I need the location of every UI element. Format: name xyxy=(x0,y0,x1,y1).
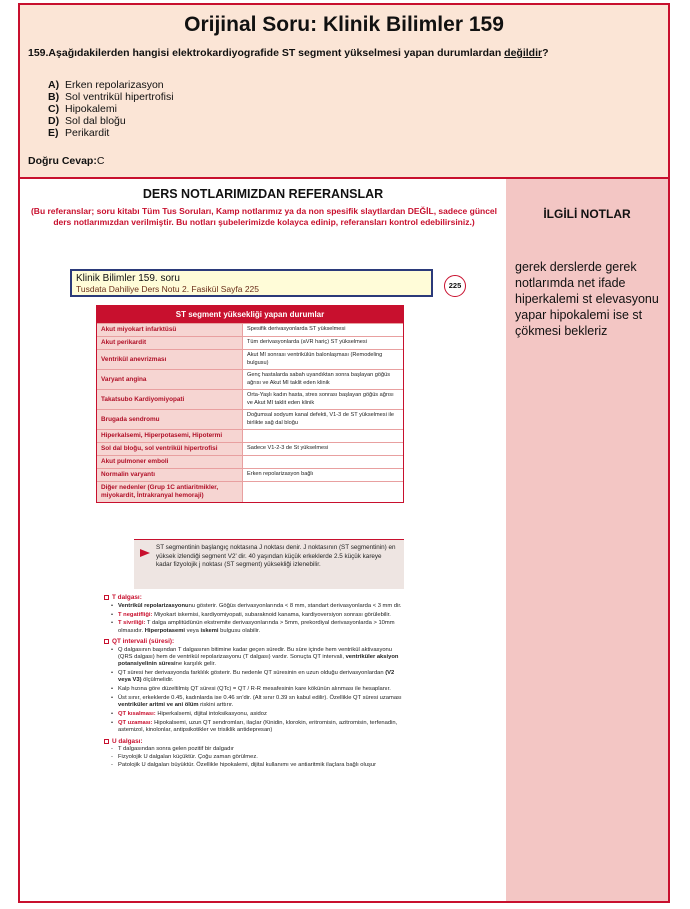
red-term: QT kısalması: xyxy=(118,711,156,718)
table-cell-condition: Sol dal bloğu, sol ventrikül hipertrofisi xyxy=(97,443,243,455)
option-text: Sol dal bloğu xyxy=(65,115,126,127)
table-cell-condition: Takatsubo Kardiyomiyopati xyxy=(97,390,243,409)
table-cell-description: Tüm derivasyonlarda (aVR hariç) ST yükselmesi xyxy=(247,339,367,346)
source-box xyxy=(70,269,433,297)
table-row xyxy=(97,349,403,369)
option-letter: B) xyxy=(48,91,60,103)
item-text: nu gösterir. Göğüs derivasyonlarında < 8 mm, standart derivasyonlarda < 3 mm dir. xyxy=(188,602,402,609)
table-cell-description: Akut MI sonrası ventrikülün balonlaşması (Remodeling bulgusu) xyxy=(247,352,383,366)
table-cell-description: Erken repolarizasyon bağlı xyxy=(247,471,314,478)
page-frame xyxy=(18,3,670,903)
question-stem-prefix: 159.Aşağıdakilerden hangisi elektrokardiyografide ST segment yükselmesi yapan durumlardan xyxy=(28,47,505,59)
option-text: Perikardit xyxy=(65,127,110,139)
table-cell-condition: Akut pulmoner emboli xyxy=(97,456,243,468)
table-cell-description: Doğumsal sodyum kanal defekti, V1-3 de ST yükselmesi ile birlikte sağ dal bloğu xyxy=(247,412,394,426)
checkbox-icon xyxy=(104,595,109,600)
table-row xyxy=(97,429,403,442)
list-item xyxy=(104,670,404,685)
table-cell-condition: Varyant angina xyxy=(97,370,243,389)
correct-answer xyxy=(28,155,104,167)
t-wave-section xyxy=(104,594,404,635)
option-text: Sol ventrikül hipertrofisi xyxy=(65,91,174,103)
st-elevation-table xyxy=(96,305,404,503)
question-stem-suffix: ? xyxy=(542,47,549,59)
table-cell-condition: Brugada sendromu xyxy=(97,410,243,429)
option-letter: C) xyxy=(48,103,60,115)
option-c xyxy=(48,103,174,115)
option-letter: D) xyxy=(48,115,60,127)
list-item xyxy=(104,620,404,635)
bold-term: ventriküler aksiyon potansiyelinin süresi xyxy=(118,654,399,668)
list-item: - Fizyolojik U dalgaları küçüktür. Çoğu zaman görülmez. xyxy=(104,754,404,761)
list-item xyxy=(104,603,404,610)
reference-title: DERS NOTLARIMIZDAN REFERANSLAR xyxy=(142,187,384,201)
u-wave-header xyxy=(104,738,404,745)
table-cell-description: Genç hastalarda sabah uyandıktan sonra başlayan göğüs ağrısı ve Akut MI taklit eden klinik xyxy=(247,372,391,386)
item-text: bulgusu olabilir. xyxy=(218,627,261,634)
qt-interval-section xyxy=(104,638,404,735)
bold-term: Ventrikül repolarizasyonu xyxy=(118,602,189,609)
item-text: ne karşılık gelir. xyxy=(175,661,216,668)
bold-term: ventriküler aritmi ve ani ölüm xyxy=(118,702,199,709)
item-text: veya xyxy=(185,627,201,634)
option-d xyxy=(48,115,174,127)
u-wave-section xyxy=(104,738,404,770)
question-stem xyxy=(28,47,549,59)
question-stem-keyword: değildir xyxy=(504,47,543,59)
item-text: Kalp hızına göre düzeltilmiş QT süresi (QTc) = QT / R-R mesafesinin kare kökünün alınması ile hesaplanır. xyxy=(118,686,391,693)
red-term: T negatifliği: xyxy=(118,611,153,618)
list-item xyxy=(104,695,404,710)
bold-term: iskemi xyxy=(200,627,219,634)
list-item xyxy=(104,686,404,693)
table-row xyxy=(97,369,403,389)
correct-answer-value: C xyxy=(96,155,105,167)
page-number-badge: 225 xyxy=(444,275,466,297)
table-row xyxy=(97,409,403,429)
table-row xyxy=(97,468,403,481)
j-point-info-box xyxy=(134,539,404,589)
notes-title: İLGİLİ NOTLAR xyxy=(543,207,631,221)
table-row xyxy=(97,442,403,455)
item-text: QT süresi her derivasyonda farklılık gösterir. Bu nedenle QT süresinin en uzun olduğu derivasyonlardan xyxy=(118,670,386,677)
bold-term: (V2 veya V3) xyxy=(118,670,395,684)
info-box-text: ST segmentinin başlangıç noktasına J noktası denir. J noktasının (ST segmentinin) en yüksek izlendiği segment V2' dir. 40 yaşından küçük erkeklerde 2.5 küçük kareye kadar fizyolojik j noktası (ST segment) yüksekliği izlenebilir. xyxy=(156,544,396,568)
source-subtitle: Tusdata Dahiliye Ders Notu 2. Fasikül Sayfa 225 xyxy=(76,284,259,294)
table-row xyxy=(97,481,403,502)
table-cell-description xyxy=(243,456,403,468)
list-item xyxy=(104,720,404,735)
table-cell-description xyxy=(243,482,403,502)
list-item xyxy=(104,647,404,669)
options-list xyxy=(48,79,174,139)
table-cell-description xyxy=(243,430,403,442)
checkbox-icon xyxy=(104,639,109,644)
table-cell-description: Sadece V1-2-3 de St yükselmesi xyxy=(247,445,329,452)
correct-answer-label: Doğru Cevap: xyxy=(28,155,97,167)
qt-interval-title: QT intervali (süresi): xyxy=(112,637,175,645)
related-notes-panel xyxy=(506,179,668,901)
table-row xyxy=(97,336,403,349)
list-item xyxy=(104,711,404,718)
option-text: Hipokalemi xyxy=(65,103,117,115)
item-text: ölçülmelidir. xyxy=(141,677,174,684)
qt-interval-header xyxy=(104,638,404,645)
table-row xyxy=(97,455,403,468)
item-text: Q dalgasının başından T dalgasının bitimine kadar geçen süredir. Bu süre içinde hem ventrikül aktivasyonu (QRS dalgası) hem de ventrikül repolarizasyonu (T dalgası) vardır. Sonuçta QT intervali, xyxy=(118,646,393,661)
table-cell-condition: Normalin varyantı xyxy=(97,469,243,481)
option-e xyxy=(48,127,174,139)
list-item: - T dalgasından sonra gelen pozitif bir dalgadır xyxy=(104,746,404,753)
option-b xyxy=(48,91,174,103)
item-text: riskini arttırır. xyxy=(198,702,234,709)
item-text: Hiperkalsemi, dijital intoksikasyonu, asidoz xyxy=(155,711,267,718)
red-term: T sivriliği: xyxy=(118,620,146,627)
table-row xyxy=(97,323,403,336)
table-cell-condition: Hiperkalsemi, Hiperpotasemi, Hipotermi xyxy=(97,430,243,442)
table-cell-condition: Ventrikül anevrizması xyxy=(97,350,243,369)
table-row xyxy=(97,389,403,409)
option-letter: A) xyxy=(48,79,60,91)
item-text: Miyokart iskemisi, kardiyomiyopati, subaraknoid kanama, kardiyoversiyon sonrası görülebilir. xyxy=(152,611,391,618)
list-item xyxy=(104,612,404,619)
t-wave-header xyxy=(104,594,404,601)
item-text: Üst sınır, erkeklerde 0.45, kadınlarda ise 0.46 sn'dir. (Alt sınır 0.39 sn kabul edilir). Özellikle QT süresi uzaması xyxy=(118,695,402,702)
option-text: Erken repolarizasyon xyxy=(65,79,164,91)
source-title: Klinik Bilimler 159. soru xyxy=(76,273,180,284)
item-text: Hipokalsemi, uzun QT sendromları, ilaçlar (Kinidin, klorokin, eritromisin, azitromisin, terfenadin, astemizol, kinolonlar, antipsikotikler ve trisiklik antidepresan) xyxy=(118,719,398,734)
table-header: ST segment yüksekliği yapan durumlar xyxy=(97,306,403,323)
checkbox-icon xyxy=(104,739,109,744)
lecture-notes-body xyxy=(104,591,404,770)
option-letter: E) xyxy=(48,127,59,139)
table-cell-condition: Akut perikardit xyxy=(97,337,243,349)
option-a xyxy=(48,79,174,91)
bold-term: Hiperpotasemi xyxy=(144,627,186,634)
reference-warning: (Bu referanslar; soru kitabı Tüm Tus Soruları, Kamp notlarımız ya da non spesifik slaytlardan DEĞİL, sadece güncel ders notlarımızdan verilmiştir. Bu notları şubelerimizde kolayca edinip, referansları kontrol edebilirsiniz.) xyxy=(30,206,498,227)
item-text: T dalga amplitüdünün ekstremite derivasyonlarında > 5mm, prekordiyal derivasyonlarda > 10mm olmasıdır. xyxy=(118,620,395,634)
t-wave-title: T dalgası: xyxy=(112,594,142,601)
red-term: QT uzaması: xyxy=(118,719,153,726)
table-cell-condition: Diğer nedenler (Grup 1C antiaritmikler, miyokardit, İntrakranyal hemoraji) xyxy=(97,482,243,502)
table-cell-condition: Akut miyokart infarktüsü xyxy=(97,324,243,336)
question-panel xyxy=(20,5,668,177)
u-wave-title: U dalgası: xyxy=(112,737,143,745)
notes-text: gerek derslerde gerek notlarımda net ifade hiperkalemi st elevasyonu yapar hipokalemi ise st çökmesi bekleriz xyxy=(515,260,659,338)
table-cell-description: Spesifik derivasyonlarda ST yükselmesi xyxy=(247,326,346,333)
page-title: Orijinal Soru: Klinik Bilimler 159 xyxy=(184,13,504,36)
list-item: - Patolojik U dalgaları büyüktür. Özellikle hipokalemi, dijital kullanımı ve antiaritmik ilaçlara bağlı oluşur xyxy=(104,762,404,769)
table-cell-description: Orta-Yaşlı kadın hasta, stres sonrası başlayan göğüs ağrısı ve Akut MI taklit eden klinik xyxy=(247,392,394,406)
